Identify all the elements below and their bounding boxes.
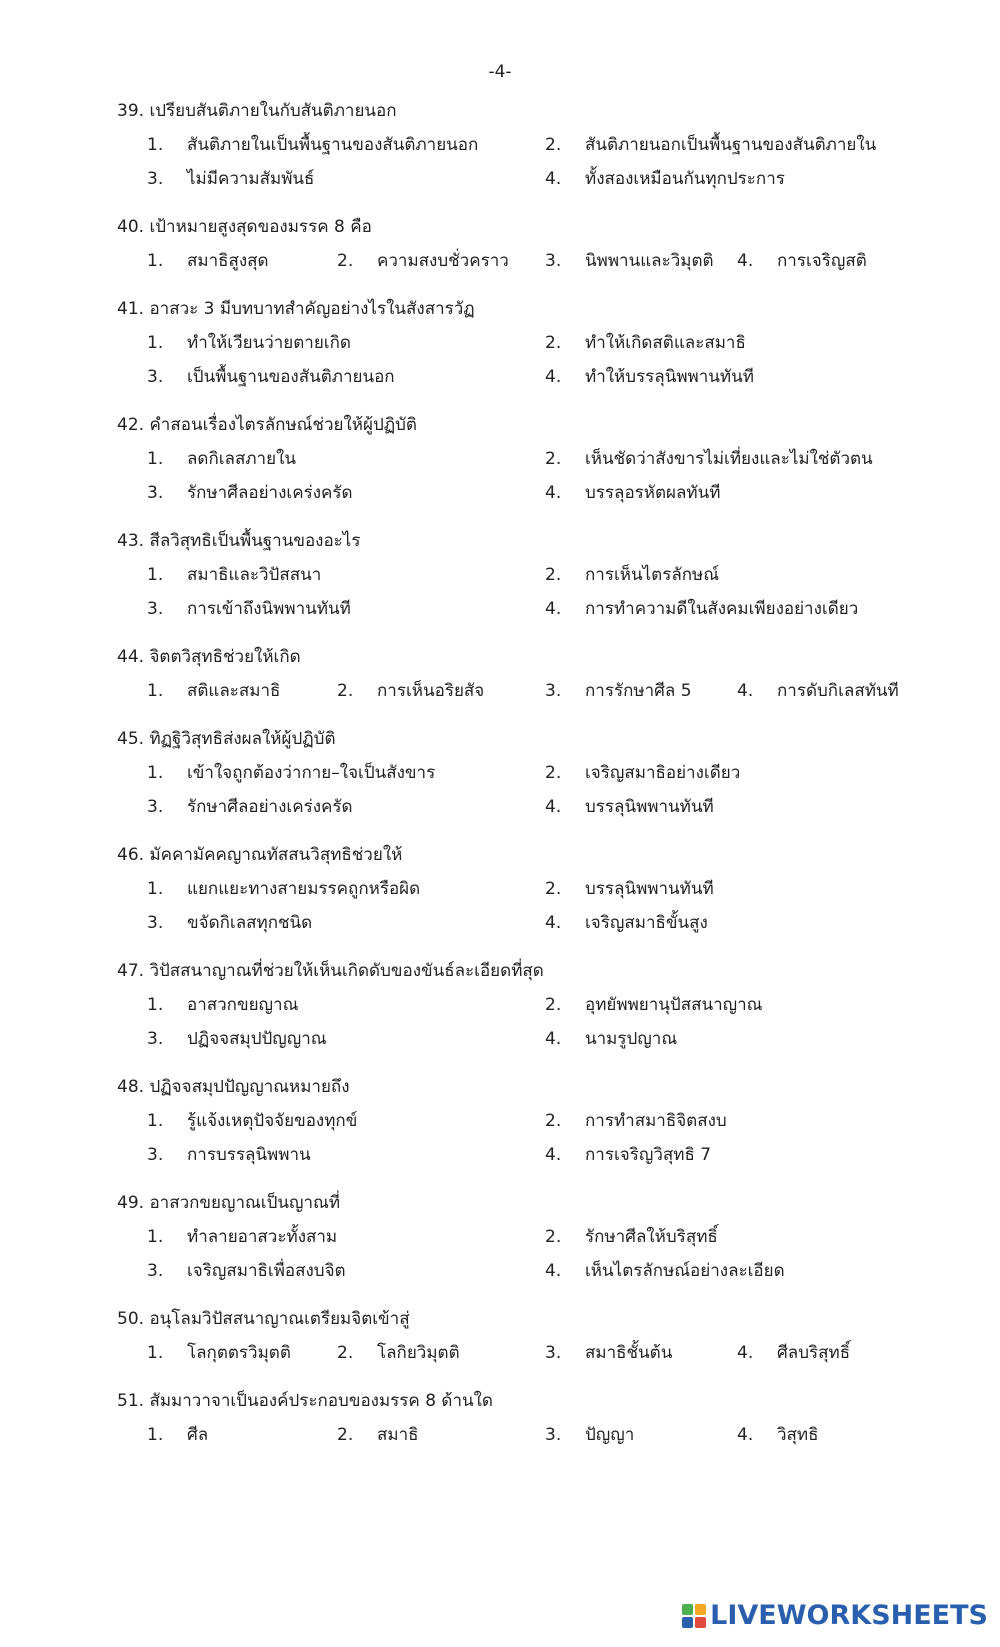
option-text: สันติภายนอกเป็นพื้นฐานของสันติภายใน — [585, 135, 877, 155]
option-number: 4. — [737, 681, 754, 701]
question-item — [117, 838, 977, 940]
question-item — [117, 210, 977, 278]
option-number: 4. — [545, 797, 562, 817]
option-text: โลกิยวิมุตติ — [377, 1343, 460, 1363]
option-text: ไม่มีความสัมพันธ์ — [187, 169, 315, 189]
option-number: 3. — [147, 913, 164, 933]
answer-option[interactable] — [545, 1104, 727, 1138]
answer-option[interactable] — [147, 1138, 311, 1172]
option-text: การเข้าถึงนิพพานทันที — [187, 599, 351, 619]
option-text: อาสวกขยญาณ — [187, 995, 299, 1015]
option-text: สันติภายในเป็นพื้นฐานของสันติภายนอก — [187, 135, 479, 155]
answer-option[interactable] — [147, 326, 351, 360]
option-text: การบรรลุนิพพาน — [187, 1145, 311, 1165]
option-number: 2. — [545, 879, 562, 899]
answer-option[interactable] — [737, 1336, 850, 1370]
answer-option[interactable] — [545, 1138, 711, 1172]
option-text: วิสุทธิ — [777, 1425, 819, 1445]
option-number: 4. — [545, 1145, 562, 1165]
option-text: การเห็นไตรลักษณ์ — [585, 565, 720, 585]
answer-option[interactable] — [545, 476, 720, 510]
option-row — [117, 872, 977, 906]
option-number: 2. — [545, 565, 562, 585]
option-text: ลดกิเลสภายใน — [187, 449, 296, 469]
option-number: 3. — [147, 1029, 164, 1049]
option-text: สมาธิ — [377, 1425, 419, 1445]
option-number: 1. — [147, 1111, 164, 1131]
option-text: การทำความดีในสังคมเพียงอย่างเดียว — [585, 599, 859, 619]
option-row — [117, 906, 977, 940]
option-text: ทำลายอาสวะทั้งสาม — [187, 1227, 338, 1247]
answer-option[interactable] — [337, 244, 509, 278]
option-text: เจริญสมาธิเพื่อสงบจิต — [187, 1261, 346, 1281]
option-text: การทำสมาธิจิตสงบ — [585, 1111, 727, 1131]
option-text: ทำให้เกิดสติและสมาธิ — [585, 333, 746, 353]
option-row — [117, 1138, 977, 1172]
option-number: 2. — [545, 333, 562, 353]
option-text: ขจัดกิเลสทุกชนิด — [187, 913, 313, 933]
page-number: -4- — [488, 62, 512, 82]
option-number: 4. — [545, 367, 562, 387]
option-row — [117, 1418, 977, 1452]
option-text: การดับกิเลสทันที — [777, 681, 899, 701]
answer-option[interactable] — [147, 360, 395, 394]
option-number: 3. — [147, 367, 164, 387]
answer-option[interactable] — [737, 674, 899, 708]
question-text: 49. อาสวกขยญาณเป็นญาณที่ — [117, 1193, 341, 1213]
option-text: ศีล — [187, 1425, 209, 1445]
option-text: สมาธิสูงสุด — [187, 251, 269, 271]
question-item — [117, 408, 977, 510]
option-number: 1. — [147, 135, 164, 155]
option-text: สมาธิชั้นต้น — [585, 1343, 673, 1363]
option-row — [117, 244, 977, 278]
answer-option[interactable] — [545, 790, 714, 824]
answer-option[interactable] — [147, 674, 280, 708]
answer-option[interactable] — [147, 1104, 357, 1138]
answer-option[interactable] — [337, 1418, 419, 1452]
answer-option[interactable] — [147, 1418, 208, 1452]
question-text: 48. ปฏิจจสมุปปัญญาณหมายถึง — [117, 1077, 350, 1097]
option-text: รู้แจ้งเหตุปัจจัยของทุกข์ — [187, 1111, 358, 1131]
question-list — [117, 94, 977, 1466]
option-number: 1. — [147, 333, 164, 353]
answer-option[interactable] — [147, 906, 312, 940]
answer-option[interactable] — [545, 360, 754, 394]
option-row — [117, 592, 977, 626]
option-text: ทั้งสองเหมือนกันทุกประการ — [585, 169, 785, 189]
option-number: 1. — [147, 681, 164, 701]
answer-option[interactable] — [147, 128, 478, 162]
option-text: รักษาศีลอย่างเคร่งครัด — [187, 483, 353, 503]
option-text: การเจริญวิสุทธิ 7 — [585, 1145, 712, 1165]
option-number: 3. — [147, 599, 164, 619]
option-number: 4. — [737, 1343, 754, 1363]
question-text: 45. ทิฏฐิวิสุทธิส่งผลให้ผู้ปฏิบัติ — [117, 729, 336, 749]
option-text: รักษาศีลให้บริสุทธิ์ — [585, 1227, 718, 1247]
option-number: 3. — [147, 1145, 164, 1165]
option-number: 2. — [337, 1343, 354, 1363]
option-number: 2. — [545, 1227, 562, 1247]
answer-option[interactable] — [545, 162, 785, 196]
option-number: 1. — [147, 449, 164, 469]
option-number: 2. — [337, 1425, 354, 1445]
option-row — [117, 1022, 977, 1056]
option-number: 1. — [147, 995, 164, 1015]
question-item — [117, 1302, 977, 1370]
answer-option[interactable] — [147, 756, 435, 790]
option-text: การรักษาศีล 5 — [585, 681, 692, 701]
answer-option[interactable] — [147, 442, 296, 476]
answer-option[interactable] — [337, 674, 484, 708]
option-number: 3. — [545, 681, 562, 701]
answer-option[interactable] — [147, 1336, 291, 1370]
option-number: 4. — [545, 169, 562, 189]
option-text: ทำให้บรรลุนิพพานทันที — [585, 367, 754, 387]
option-text: เห็นไตรลักษณ์อย่างละเอียด — [585, 1261, 785, 1281]
answer-option[interactable] — [545, 1254, 785, 1288]
option-number: 2. — [545, 449, 562, 469]
option-text: ปัญญา — [585, 1425, 635, 1445]
option-text: เข้าใจถูกต้องว่ากาย–ใจเป็นสังขาร — [187, 763, 436, 783]
answer-option[interactable] — [545, 674, 692, 708]
option-text: นิพพานและวิมุตติ — [585, 251, 714, 271]
answer-option[interactable] — [337, 1336, 460, 1370]
option-number: 4. — [737, 1425, 754, 1445]
option-number: 4. — [545, 913, 562, 933]
option-text: แยกแยะทางสายมรรคถูกหรือผิด — [187, 879, 421, 899]
option-text: บรรลุนิพพานทันที — [585, 879, 714, 899]
question-text: 41. อาสวะ 3 มีบทบาทสำคัญอย่างไรในสังสารวัฏ — [117, 299, 475, 319]
option-number: 1. — [147, 1343, 164, 1363]
option-text: การเห็นอริยสัจ — [377, 681, 485, 701]
question-text: 46. มัคคามัคคญาณทัสสนวิสุทธิช่วยให้ — [117, 845, 403, 865]
question-text: 47. วิปัสสนาญาณที่ช่วยให้เห็นเกิดดับของขันธ์ละเอียดที่สุด — [117, 961, 544, 981]
option-number: 3. — [147, 1261, 164, 1281]
answer-option[interactable] — [147, 244, 269, 278]
option-text: สมาธิและวิปัสสนา — [187, 565, 322, 585]
option-number: 3. — [545, 1425, 562, 1445]
answer-option[interactable] — [147, 476, 353, 510]
option-number: 3. — [147, 169, 164, 189]
answer-option[interactable] — [147, 872, 420, 906]
answer-option[interactable] — [545, 592, 858, 626]
answer-option[interactable] — [545, 326, 746, 360]
option-row — [117, 1220, 977, 1254]
question-item — [117, 1384, 977, 1452]
option-number: 2. — [545, 995, 562, 1015]
answer-option[interactable] — [545, 756, 740, 790]
answer-option[interactable] — [147, 1022, 327, 1056]
option-number: 1. — [147, 565, 164, 585]
option-number: 4. — [545, 1029, 562, 1049]
answer-option[interactable] — [545, 442, 873, 476]
option-row — [117, 1254, 977, 1288]
answer-option[interactable] — [545, 1022, 677, 1056]
option-number: 4. — [737, 251, 754, 271]
question-text: 50. อนุโลมวิปัสสนาญาณเตรียมจิตเข้าสู่ — [117, 1309, 410, 1329]
option-number: 3. — [147, 483, 164, 503]
answer-option[interactable] — [147, 162, 314, 196]
question-item — [117, 1186, 977, 1288]
option-number: 2. — [545, 135, 562, 155]
option-row — [117, 756, 977, 790]
option-text: เป็นพื้นฐานของสันติภายนอก — [187, 367, 395, 387]
answer-option[interactable] — [147, 988, 298, 1022]
answer-option[interactable] — [147, 592, 351, 626]
option-row — [117, 988, 977, 1022]
question-item — [117, 94, 977, 196]
answer-option[interactable] — [545, 244, 714, 278]
option-row — [117, 476, 977, 510]
answer-option[interactable] — [147, 1220, 337, 1254]
option-text: เจริญสมาธิอย่างเดียว — [585, 763, 741, 783]
option-text: ปฏิจจสมุปปัญญาณ — [187, 1029, 327, 1049]
question-item — [117, 640, 977, 708]
question-text: 39. เปรียบสันติภายในกับสันติภายนอก — [117, 101, 397, 121]
answer-option[interactable] — [147, 790, 353, 824]
answer-option[interactable] — [147, 558, 321, 592]
logo-text: LIVEWORKSHEETS — [710, 1600, 988, 1631]
option-text: โลกุตตรวิมุตติ — [187, 1343, 291, 1363]
question-text: 51. สัมมาวาจาเป็นองค์ประกอบของมรรค 8 ด้านใด — [117, 1391, 493, 1411]
option-row — [117, 1104, 977, 1138]
answer-option[interactable] — [545, 1220, 718, 1254]
option-text: ความสงบชั่วคราว — [377, 251, 509, 271]
option-row — [117, 558, 977, 592]
option-text: ทำให้เวียนว่ายตายเกิด — [187, 333, 351, 353]
option-number: 1. — [147, 879, 164, 899]
option-number: 3. — [147, 797, 164, 817]
question-item — [117, 1070, 977, 1172]
option-number: 4. — [545, 1261, 562, 1281]
option-number: 2. — [545, 1111, 562, 1131]
option-text: ศีลบริสุทธิ์ — [777, 1343, 851, 1363]
answer-option[interactable] — [545, 906, 708, 940]
option-text: การเจริญสติ — [777, 251, 867, 271]
option-number: 3. — [545, 1343, 562, 1363]
question-text: 44. จิตตวิสุทธิช่วยให้เกิด — [117, 647, 301, 667]
answer-option[interactable] — [737, 1418, 819, 1452]
question-text: 42. คำสอนเรื่องไตรลักษณ์ช่วยให้ผู้ปฏิบัติ — [117, 415, 417, 435]
option-number: 1. — [147, 251, 164, 271]
answer-option[interactable] — [545, 872, 714, 906]
option-text: สติและสมาธิ — [187, 681, 281, 701]
question-text: 40. เป้าหมายสูงสุดของมรรค 8 คือ — [117, 217, 372, 237]
option-text: บรรลุนิพพานทันที — [585, 797, 714, 817]
answer-option[interactable] — [147, 1254, 346, 1288]
option-number: 1. — [147, 1227, 164, 1247]
option-text: เจริญสมาธิขั้นสูง — [585, 913, 708, 933]
answer-option[interactable] — [545, 128, 876, 162]
option-number: 4. — [545, 599, 562, 619]
answer-option[interactable] — [545, 988, 762, 1022]
question-item — [117, 292, 977, 394]
option-number: 2. — [337, 681, 354, 701]
option-number: 1. — [147, 763, 164, 783]
option-text: เห็นชัดว่าสังขารไม่เที่ยงและไม่ใช่ตัวตน — [585, 449, 873, 469]
question-item — [117, 722, 977, 824]
question-item — [117, 524, 977, 626]
question-text: 43. สีลวิสุทธิเป็นพื้นฐานของอะไร — [117, 531, 361, 551]
option-row — [117, 790, 977, 824]
option-row — [117, 326, 977, 360]
option-row — [117, 360, 977, 394]
liveworksheets-grid-icon — [682, 1604, 706, 1628]
option-row — [117, 1336, 977, 1370]
liveworksheets-logo — [682, 1600, 988, 1631]
answer-option[interactable] — [545, 1418, 634, 1452]
option-row — [117, 162, 977, 196]
option-number: 2. — [545, 763, 562, 783]
answer-option[interactable] — [545, 1336, 672, 1370]
question-item — [117, 954, 977, 1056]
answer-option[interactable] — [737, 244, 867, 278]
option-row — [117, 674, 977, 708]
option-row — [117, 128, 977, 162]
option-number: 4. — [545, 483, 562, 503]
option-text: นามรูปญาณ — [585, 1029, 678, 1049]
option-text: อุทยัพพยานุปัสสนาญาณ — [585, 995, 763, 1015]
option-number: 2. — [337, 251, 354, 271]
option-text: รักษาศีลอย่างเคร่งครัด — [187, 797, 353, 817]
option-number: 1. — [147, 1425, 164, 1445]
answer-option[interactable] — [545, 558, 719, 592]
option-row — [117, 442, 977, 476]
option-text: บรรลุอรหัตผลทันที — [585, 483, 721, 503]
option-number: 3. — [545, 251, 562, 271]
